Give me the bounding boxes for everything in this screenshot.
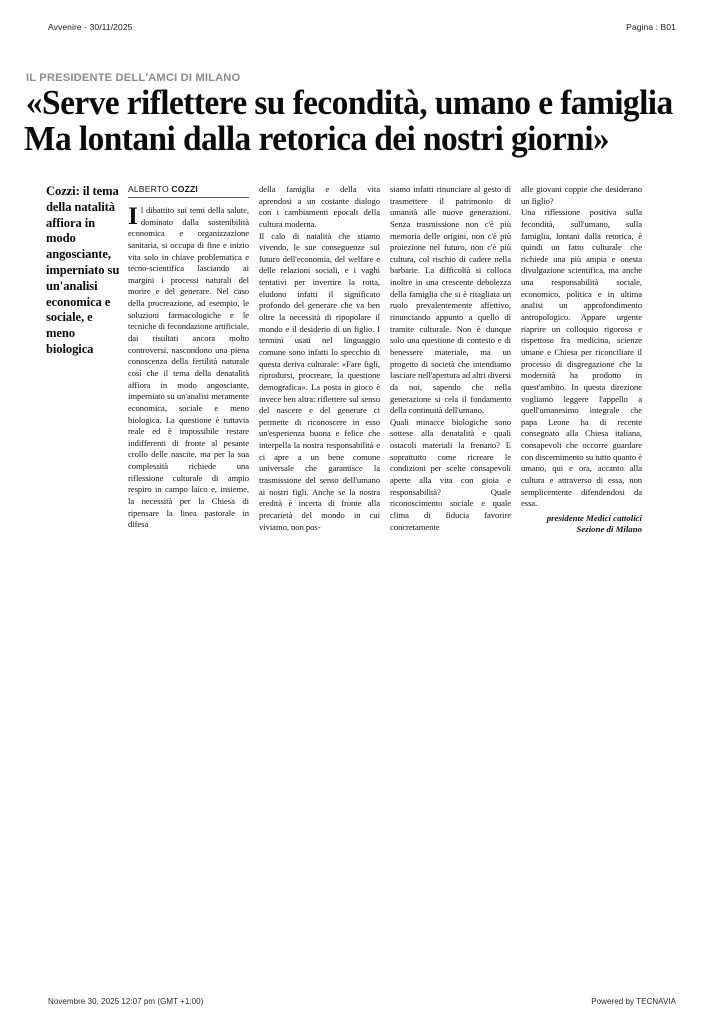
page-number-label: Pagina : B01 (626, 22, 676, 32)
paragraph: alle giovani coppie che desiderano un figlio? (521, 184, 642, 206)
article-body (46, 184, 702, 536)
text-column-3 (390, 184, 521, 533)
page-footer-bar (48, 997, 676, 1006)
paragraph: Una riflessione positiva sulla fecondità, sull'umano, sulla famiglia, lontani dalla retorica, è quindi un fatto culturale che richiede una più ampia e onesta divulgazione scientifica, ma anche una responsabilità sociale, economico, politica e in ultima analisi un approfondimento antropologico. Appare urgente riaprire un colloquio rigoroso e rispettoso fra medicina, scienze umane e Chiesa per riconciliare il processo di disgregazione che la modernità ha prodotto in quest'ambito. In questa direzione vogliamo leggere l'appello a quell'umanesimo integrale che papa Leone ha di recente consegnato alla Chiesa italiana, consapevoli che occorre guardare con discernimento su tutto quanto è umano, qui e ora, accanto alla cultura e attraverso di essa, non semplicemente difendendosi da essa. (521, 207, 642, 509)
signature-line-2: Sezione di Milano (576, 524, 642, 535)
paragraph: siamo infatti rinunciare al gesto di trasmettere il patrimonio di umanità alle nuove generazioni. Senza trasmissione non c'è più memoria delle origini, non c'è più proiezione nel futuro, non c'è più cultura, col rischio di cadere nella barbarie. La difficoltà si colloca inoltre in una crescente debolezza della famiglia che si è ritagliata un ruolo prevalentemente affettivo, rinunciando appunto a quello di tramite culturale. Non è dunque solo una questione di contesto e di benessere materiale, ma un progetto di società che intendiamo lasciare nell'apertura ad altri diversi da noi, sapendo che nella generazione si cela il fondamento della continuità dell'umano. (390, 184, 511, 416)
text-column-4 (521, 184, 652, 536)
byline-lastname: COZZI (171, 184, 198, 194)
article-standfirst: Cozzi: il tema della natalità affiora in modo angosciante, imperniato su un'analisi economica e sociale, e meno biologica (46, 184, 120, 356)
article-kicker: IL PRESIDENTE DELL'AMCI DI MILANO (26, 72, 241, 84)
footer-timestamp: Novembre 30, 2025 12:07 pm (GMT +1:00) (48, 997, 204, 1006)
signature-line-1: presidente Medici cattolici (546, 512, 642, 523)
byline-firstname: ALBERTO (128, 184, 172, 194)
headline-line-2: Ma lontani dalla retorica dei nostri giorni» (24, 118, 610, 158)
paragraph: Il calo di natalità che stiamo vivendo, le sue conseguenze sul futuro dell'economia, del welfare e delle relazioni sociali, e i vaghi tentativi per invertire la rotta, eludono infatti il significato profondo del generare che va ben oltre la necessità di ripopolare il mondo e il desiderio di un figlio. I termini usati nel linguaggio comune sono infatti lo specchio di questa deriva culturale: «Fare figli, riprodursi, procreare, la questione demografica». La posta in gioco è invece ben altra: riflettere sul senso del nascere e del generare ci permette di riconoscere in esso un'esperienza buona e felice che interpella la nostra responsabilità e ci apre a un bene comune universale che garantisce la trasmissione del senso dell'umano ai nostri figli. Anche se la nostra eredità è incerta di fronte alla precarietà del mondo in cui viviamo, non pos- (259, 230, 380, 532)
column-wrapper (46, 184, 702, 536)
footer-powered-by: Powered by TECNAVIA (591, 997, 676, 1006)
source-and-date: Avvenire - 30/11/2025 (48, 22, 133, 32)
paragraph: della famiglia e della vita aprendosi a un costante dialogo con i cambiamenti epocali della cultura moderna. (259, 184, 380, 229)
text-column-2 (259, 184, 390, 533)
article-header (24, 72, 700, 156)
page-meta-bar (48, 22, 676, 32)
author-signature (521, 513, 642, 536)
paragraph: Il dibattito sui temi della salute, dominato dalla sostenibilità economica e organizzazione sanitaria, si occupa di fine e inizio vita solo in chiave problematica e tecno-scientifica lasciando ai margini i processi naturali del morire e del generare. Nel caso della procreazione, ad esempio, le soluzioni farmacologiche e le tecniche di fecondazione artificiale, dai risultati ancora molto controversi, nascondono una piena conoscenza della fertilità naturale così che il tema della denatalità affiora in modo angosciante, imperniato su un'analisi meramente economica, sociale e meno biologica. La questione è tuttavia reale ed è impossibile restare indifferenti di fronte al pesante crollo delle nascite, ma per la sua complessità richiede una riflessione culturale di ampio respiro in campo laico e, insieme, la necessità per la Chiesa di ripensare la linea pastorale in difesa (128, 201, 249, 530)
text-column-1 (128, 184, 259, 531)
byline (128, 184, 249, 198)
headline-line-1: «Serve riflettere su fecondità, umano e famiglia (25, 83, 673, 122)
paragraph: Quali minacce biologiche sono sottese alla denatalità e quali ostacoli materiali la frenano? E soprattutto come ricreare le condizioni per scelte consapevoli aperte alla vita con gioia e responsabilità? Quale riconoscimento sociale e quale clima di fiducia favorire concretamente (390, 416, 511, 532)
page-title (24, 83, 673, 158)
